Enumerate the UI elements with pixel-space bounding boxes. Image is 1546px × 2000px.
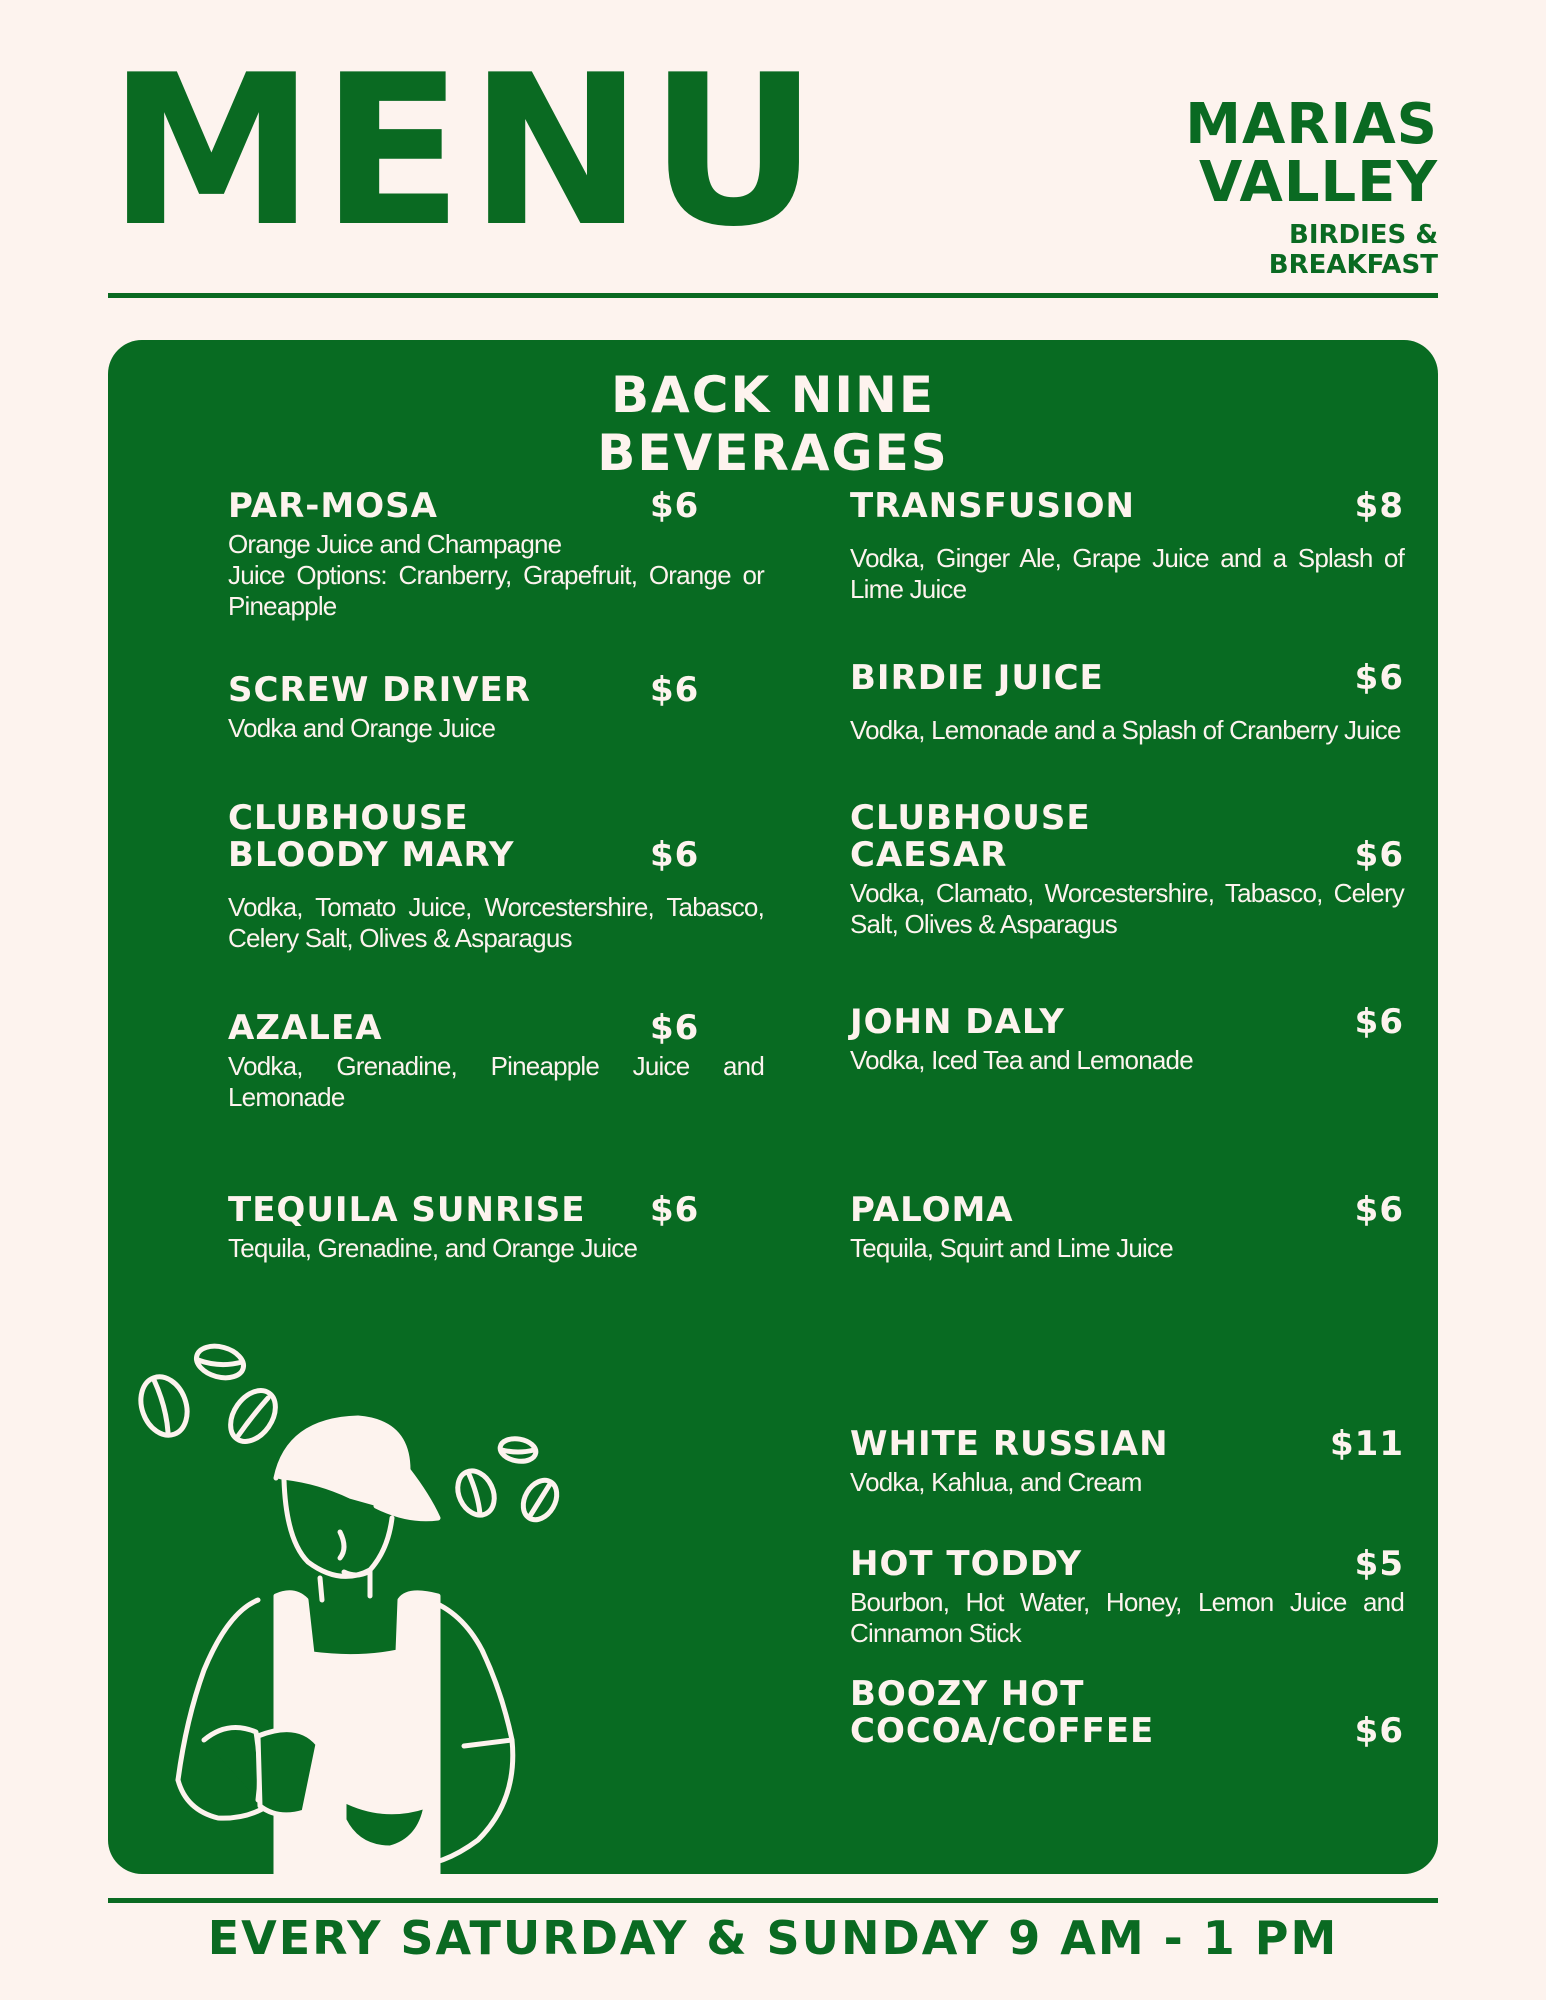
item-name: PAR-MOSA [228, 486, 438, 526]
item-name: WHITE RUSSIAN [850, 1424, 1169, 1464]
item-price: $6 [650, 670, 700, 710]
item-name: PALOMA [850, 1190, 1014, 1230]
top-divider [108, 293, 1438, 298]
item-name: CLUBHOUSE BLOODY MARY [228, 798, 515, 875]
menu-item-screw-driver [228, 672, 764, 744]
item-description: Vodka, Tomato Juice, Worcestershire, Tabasco, Celery Salt, Olives & Asparagus [228, 892, 764, 953]
item-name: SCREW DRIVER [228, 670, 531, 710]
item-price: $6 [650, 1008, 700, 1048]
coffee-bean-icon [451, 1465, 501, 1521]
item-description: Orange Juice and Champagne Juice Options: Cranberry, Grapefruit, Orange or Pineapple [228, 529, 764, 621]
coffee-bean-icon [193, 1341, 247, 1382]
coffee-bean-icon [517, 1474, 564, 1525]
menu-item-par-mosa [228, 488, 764, 622]
item-price: $6 [650, 486, 700, 526]
barista-figure [178, 1418, 513, 1874]
item-price: $6 [1354, 835, 1404, 875]
menu-item-clubhouse-caesar [850, 800, 1404, 940]
item-description: Vodka, Ginger Ale, Grape Juice and a Splash of Lime Juice [850, 543, 1404, 604]
item-description: Vodka and Orange Juice [228, 713, 496, 743]
item-price: $6 [1354, 658, 1404, 698]
item-description: Vodka, Iced Tea and Lemonade [850, 1045, 1193, 1075]
barista-with-coffee-beans-icon [108, 1300, 588, 1874]
menu-title: MENU [108, 31, 825, 273]
menu-item-azalea [228, 1010, 764, 1113]
section-title: BACK NINE BEVERAGES [597, 366, 949, 482]
item-price: $8 [1354, 486, 1404, 526]
item-price: $6 [1354, 1711, 1404, 1751]
item-price: $11 [1330, 1424, 1404, 1464]
item-description: Tequila, Grenadine, and Orange Juice [228, 1233, 638, 1263]
menu-item-clubhouse-bloody-mary [228, 800, 764, 954]
item-name: AZALEA [228, 1008, 383, 1048]
opening-hours: EVERY SATURDAY & SUNDAY 9 AM - 1 PM [207, 1911, 1339, 1965]
brand-tagline: BIRDIES & BREAKFAST [1268, 220, 1438, 280]
item-name: BIRDIE JUICE [850, 658, 1104, 698]
menu-item-paloma [850, 1192, 1404, 1264]
coffee-bean-icon [221, 1382, 284, 1450]
menu-item-white-russian [850, 1426, 1404, 1498]
item-description: Vodka, Kahlua, and Cream [850, 1467, 1142, 1497]
menu-item-hot-toddy [850, 1546, 1404, 1649]
item-name: JOHN DALY [850, 1002, 1065, 1042]
bottom-divider [108, 1898, 1438, 1903]
brand-name: MARIAS VALLEY [1185, 92, 1438, 215]
item-name: TRANSFUSION [850, 486, 1135, 526]
menu-item-transfusion [850, 488, 1404, 605]
coffee-bean-icon [498, 1436, 537, 1464]
item-description: Bourbon, Hot Water, Honey, Lemon Juice and Cinnamon Stick [850, 1587, 1404, 1648]
item-price: $6 [650, 835, 700, 875]
item-name: BOOZY HOT COCOA/COFFEE [850, 1674, 1155, 1751]
item-description: Vodka, Lemonade and a Splash of Cranberry Juice [850, 715, 1401, 745]
item-name: TEQUILA SUNRISE [228, 1190, 586, 1230]
item-description: Tequila, Squirt and Lime Juice [850, 1233, 1173, 1263]
item-description: Vodka, Clamato, Worcestershire, Tabasco, Celery Salt, Olives & Asparagus [850, 878, 1404, 939]
beverages-panel [108, 340, 1438, 1874]
item-name: CLUBHOUSE CAESAR [850, 798, 1091, 875]
brand-logo [1185, 92, 1438, 280]
item-name: HOT TODDY [850, 1544, 1083, 1584]
menu-item-john-daly [850, 1004, 1404, 1076]
menu-item-boozy-hot-cocoa-coffee [850, 1676, 1404, 1750]
coffee-bean-icon [133, 1370, 195, 1441]
item-price: $5 [1354, 1544, 1404, 1584]
item-price: $6 [1354, 1002, 1404, 1042]
item-description: Vodka, Grenadine, Pineapple Juice and Lemonade [228, 1051, 764, 1112]
menu-item-tequila-sunrise [228, 1192, 764, 1264]
item-price: $6 [650, 1190, 700, 1230]
item-price: $6 [1354, 1190, 1404, 1230]
menu-item-birdie-juice [850, 660, 1404, 746]
